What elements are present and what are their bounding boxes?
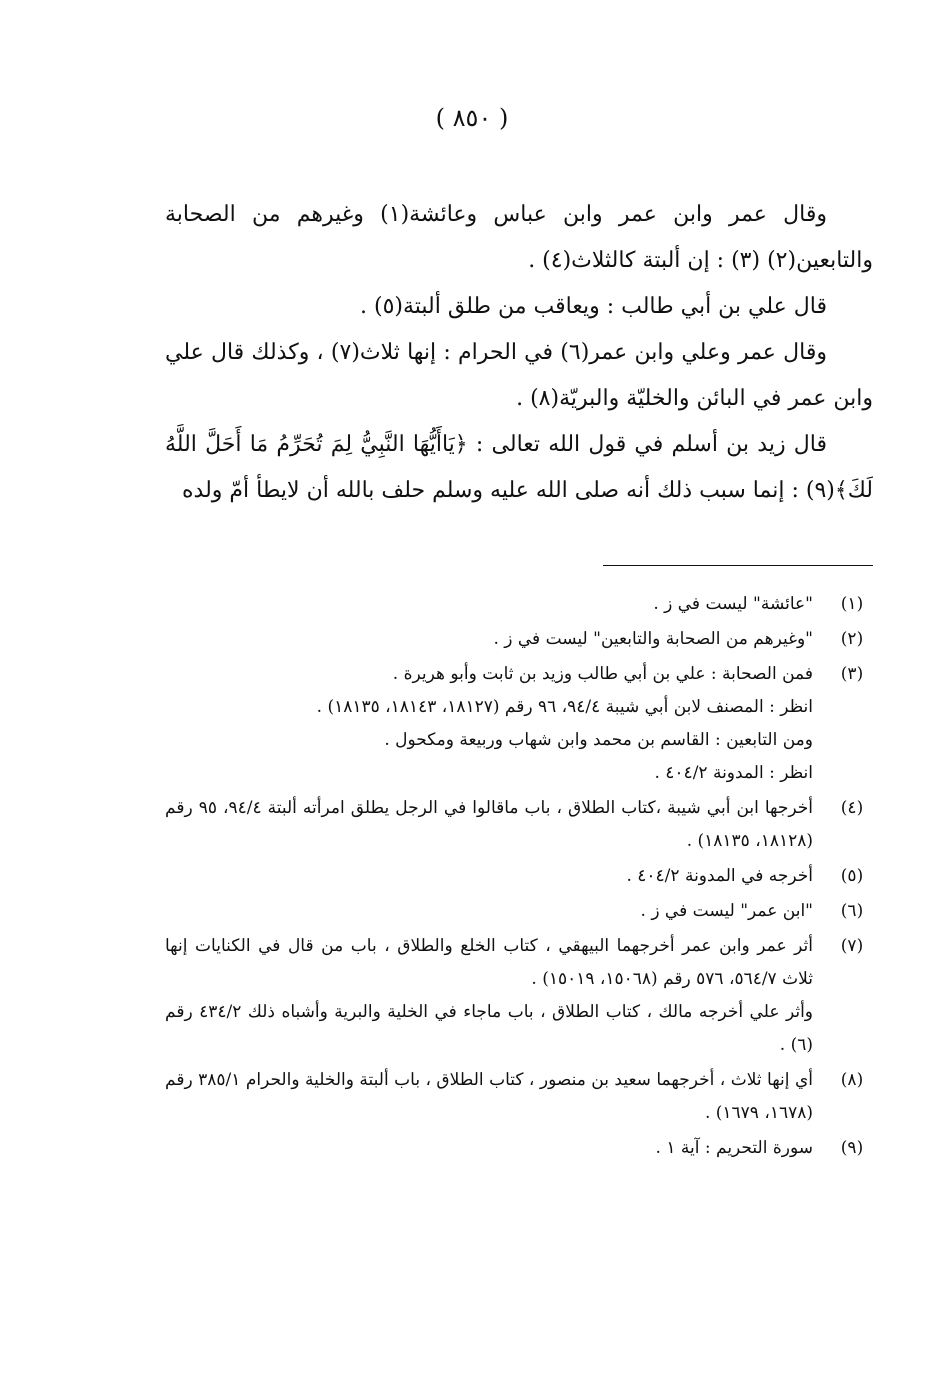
paragraph: وقال عمر وابن عمر وابن عباس وعائشة(١) وغيرهم من الصحابة والتابعين(٢) (٣) : إن ألبتة كالثلاث(٤) . (165, 202, 873, 273)
footnote-number: (٥) (840, 866, 864, 886)
footnote-number: (٦) (840, 901, 864, 921)
footnote-text: وأثر علي أخرجه مالك ، كتاب الطلاق ، باب ماجاء في الخلية والبرية وأشباه ذلك ٤٣٤/٢ رقم (٦) . (165, 1002, 814, 1055)
footnote (165, 930, 873, 1062)
page-number: ( ٨٥٠ ) (435, 104, 509, 132)
footnote-text: انظر : المدونة ٤٠٤/٢ . (654, 763, 813, 783)
footnote (165, 588, 873, 621)
footnote-text: أخرجه في المدونة ٤٠٤/٢ . (626, 866, 813, 886)
footnote-text: "عائشة" ليست في ز . (653, 594, 813, 614)
footnote (165, 658, 873, 790)
paragraph: قال علي بن أبي طالب : ويعاقب من طلق ألبتة(٥) . (360, 294, 827, 319)
footnote (165, 623, 873, 656)
footnote (165, 860, 873, 893)
footnote-separator (603, 565, 873, 566)
paragraph-text: (٩) : إنما سبب ذلك أنه صلى الله عليه وسلم حلف بالله أن لايطأ أمّ ولده (182, 478, 835, 503)
footnote-text: "ابن عمر" ليست في ز . (640, 901, 813, 921)
footnote (165, 1064, 873, 1130)
footnote-text: أي إنها ثلاث ، أخرجهما سعيد بن منصور ، كتاب الطلاق ، باب ألبتة والخلية والحرام ٣٨٥/١ رقم (١٦٧٨، ١٦٧٩) . (165, 1070, 813, 1123)
footnote-text: أخرجها ابن أبي شيبة ،كتاب الطلاق ، باب ماقالوا في الرجل يطلق امرأته ألبتة ٩٤/٤، ٩٥ رقم (١٨١٢٨، ١٨١٣٥) . (165, 798, 813, 851)
footnote-number: (٩) (840, 1138, 864, 1158)
paragraph: وقال عمر وعلي وابن عمر(٦) في الحرام : إنها ثلاث(٧) ، وكذلك قال علي وابن عمر في البائن والخليّة والبريّة(٨) . (165, 340, 873, 411)
footnote-text: فمن الصحابة : علي بن أبي طالب وزيد بن ثابت وأبو هريرة . (392, 664, 813, 684)
footnote-number: (٣) (840, 664, 864, 684)
footnote-number: (٨) (840, 1070, 864, 1090)
footnote-text: أثر عمر وابن عمر أخرجهما البيهقي ، كتاب الخلع والطلاق ، باب من قال في الكنايات إنها ثلاث ٥٦٤/٧، ٥٧٦ رقم (١٥٠٦٨، ١٥٠١٩) . (165, 936, 813, 989)
footnote (165, 792, 873, 858)
footnote (165, 895, 873, 928)
paragraph (165, 422, 873, 514)
main-text (165, 192, 873, 514)
footnote-number: (٢) (840, 629, 864, 649)
footnote-number: (٤) (840, 798, 864, 818)
footnotes (165, 588, 873, 1167)
footnote-number: (١) (840, 594, 864, 614)
footnote-text: "وغيرهم من الصحابة والتابعين" ليست في ز . (493, 629, 813, 649)
paragraph-text: قال زيد بن أسلم في قول الله تعالى : (467, 432, 827, 457)
footnote-text: انظر : المصنف لابن أبي شيبة ٩٤/٤، ٩٦ رقم (١٨١٢٧، ١٨١٤٣، ١٨١٣٥) . (316, 697, 813, 717)
footnote-number: (٧) (840, 936, 864, 956)
quran-verse: ﴿يَاأَيُّهَا النَّبِيُّ لِمَ تُحَرِّمُ مَا أَحَلَّ اللَّهُ لَكَ﴾ (165, 432, 873, 503)
footnote-text: سورة التحريم : آية ١ . (655, 1138, 813, 1158)
footnote (165, 1132, 873, 1165)
footnote-text: ومن التابعين : القاسم بن محمد وابن شهاب وربيعة ومكحول . (384, 730, 813, 750)
